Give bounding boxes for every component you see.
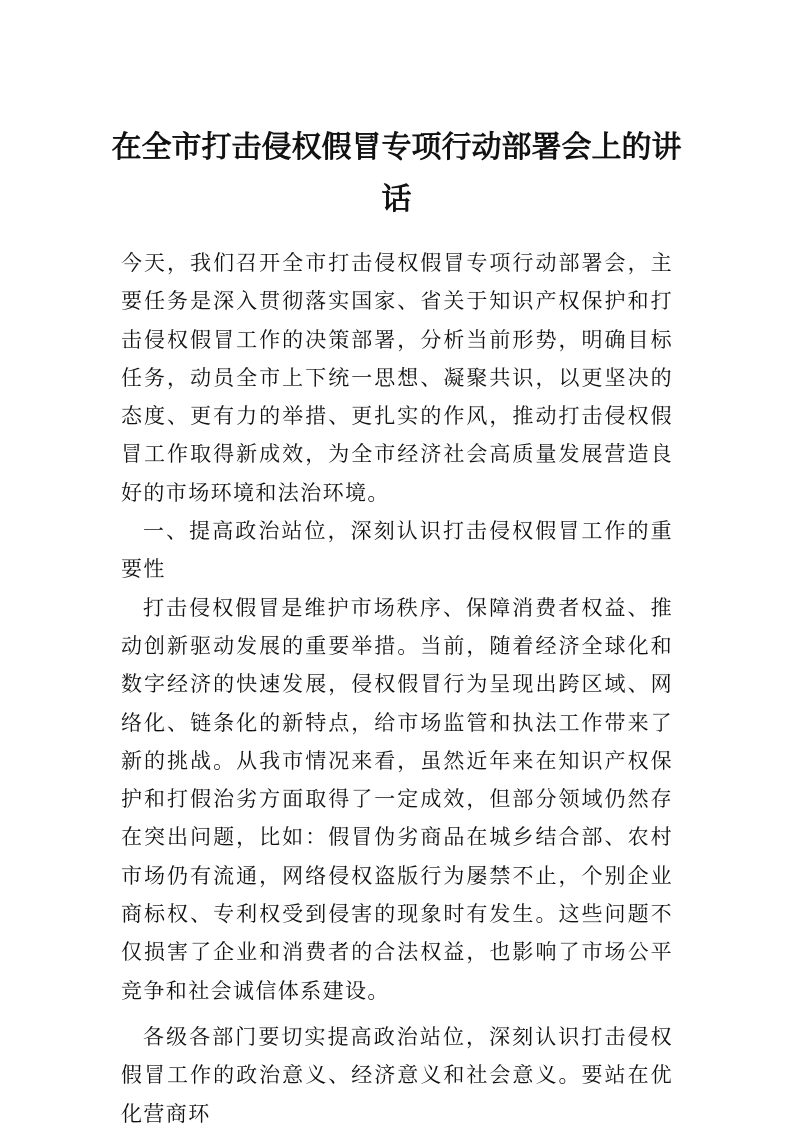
paragraph-political-stance: 各级各部门要切实提高政治站位，深刻认识打击侵权假冒工作的政治意义、经济意义和社会意义。要站在优化营商环: [121, 1024, 673, 1126]
document-title: 在全市打击侵权假冒专项行动部署会上的讲话: [111, 130, 682, 217]
section-heading-1: 一、提高政治站位，深刻认识打击侵权假冒工作的重要性: [121, 519, 673, 582]
document-body: [121, 244, 673, 1133]
paragraph-importance: 打击侵权假冒是维护市场秩序、保障消费者权益、推动创新驱动发展的重要举措。当前，随着经济全球化和数字经济的快速发展，侵权假冒行为呈现出跨区域、网络化、链条化的新特点，给市场监管和执法工作带来了新的挑战。从我市情况来看，虽然近年来在知识产权保护和打假治劣方面取得了一定成效，但部分领域仍然存在突出问题，比如：假冒伪劣商品在城乡结合部、农村市场仍有流通，网络侵权盗版行为屡禁不止，个别企业商标权、专利权受到侵害的现象时有发生。这些问题不仅损害了企业和消费者的合法权益，也影响了市场公平竞争和社会诚信体系建设。: [121, 595, 673, 1003]
paragraph-intro: 今天，我们召开全市打击侵权假冒专项行动部署会，主要任务是深入贯彻落实国家、省关于知识产权保护和打击侵权假冒工作的决策部署，分析当前形势，明确目标任务，动员全市上下统一思想、凝聚共识，以更坚决的态度、更有力的举措、更扎实的作风，推动打击侵权假冒工作取得新成效，为全市经济社会高质量发展营造良好的市场环境和法治环境。: [121, 251, 673, 505]
